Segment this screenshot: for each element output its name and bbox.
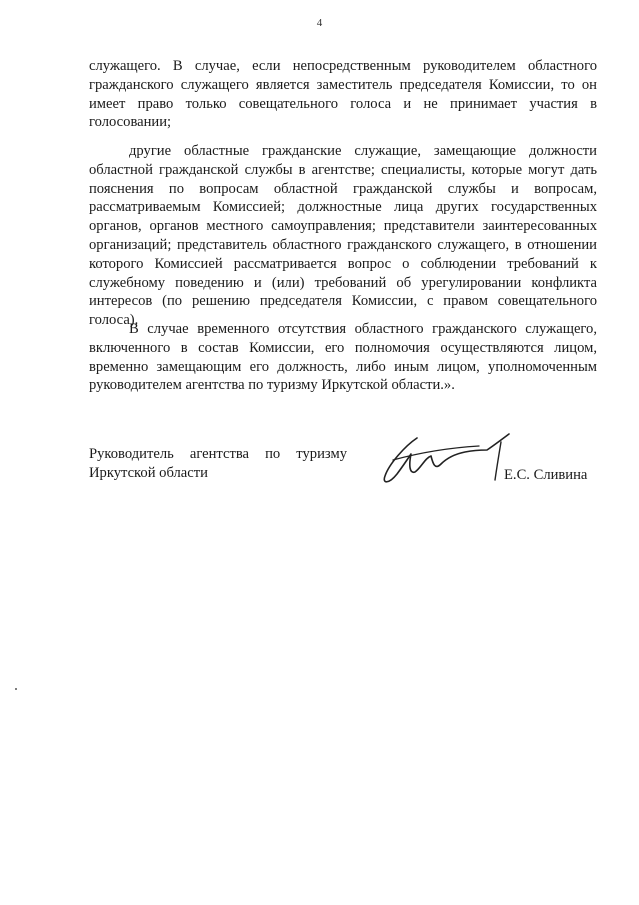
paragraph-2: другие областные гражданские служащие, замещающие должности областной гражданской службы в агентстве; специалисты, которые могут дать пояснения по вопросам областной гражданской службы и вопросам, рассматриваемым Комиссией; должностные лица других государственных органов, органов местного самоуправления; представители заинтересованных организаций; представитель областного гражданского служащего, в отношении которого Комиссией рассматривается вопрос о соблюдении требований к служебному поведению и (или) требований об урегулировании конфликта интересов (по решению председателя Комиссии, с правом совещательного голоса). — [89, 143, 597, 329]
signer-title-line-1: Руководитель агентства по туризму — [89, 446, 347, 462]
signer-title-line-2: Иркутской области — [89, 464, 208, 481]
page-number: 4 — [316, 17, 323, 29]
signer-name: Е.С. Сливина — [504, 467, 588, 483]
paragraph-1: служащего. В случае, если непосредственным руководителем областного гражданского служащего является заместитель председателя Комиссии, то он имеет право только совещательного голоса и не принимает участия в голосовании; — [89, 58, 597, 131]
signer-title — [89, 445, 347, 483]
paragraph-3: В случае временного отсутствия областного гражданского служащего, включенного в состав Комиссии, его полномочия осуществляются лицом, временно замещающим его должность, либо иным лицом, уполномоченным руководителем агентства по туризму Иркутской области.». — [89, 321, 597, 394]
handwritten-signature — [375, 424, 525, 499]
scan-dot — [15, 688, 17, 690]
